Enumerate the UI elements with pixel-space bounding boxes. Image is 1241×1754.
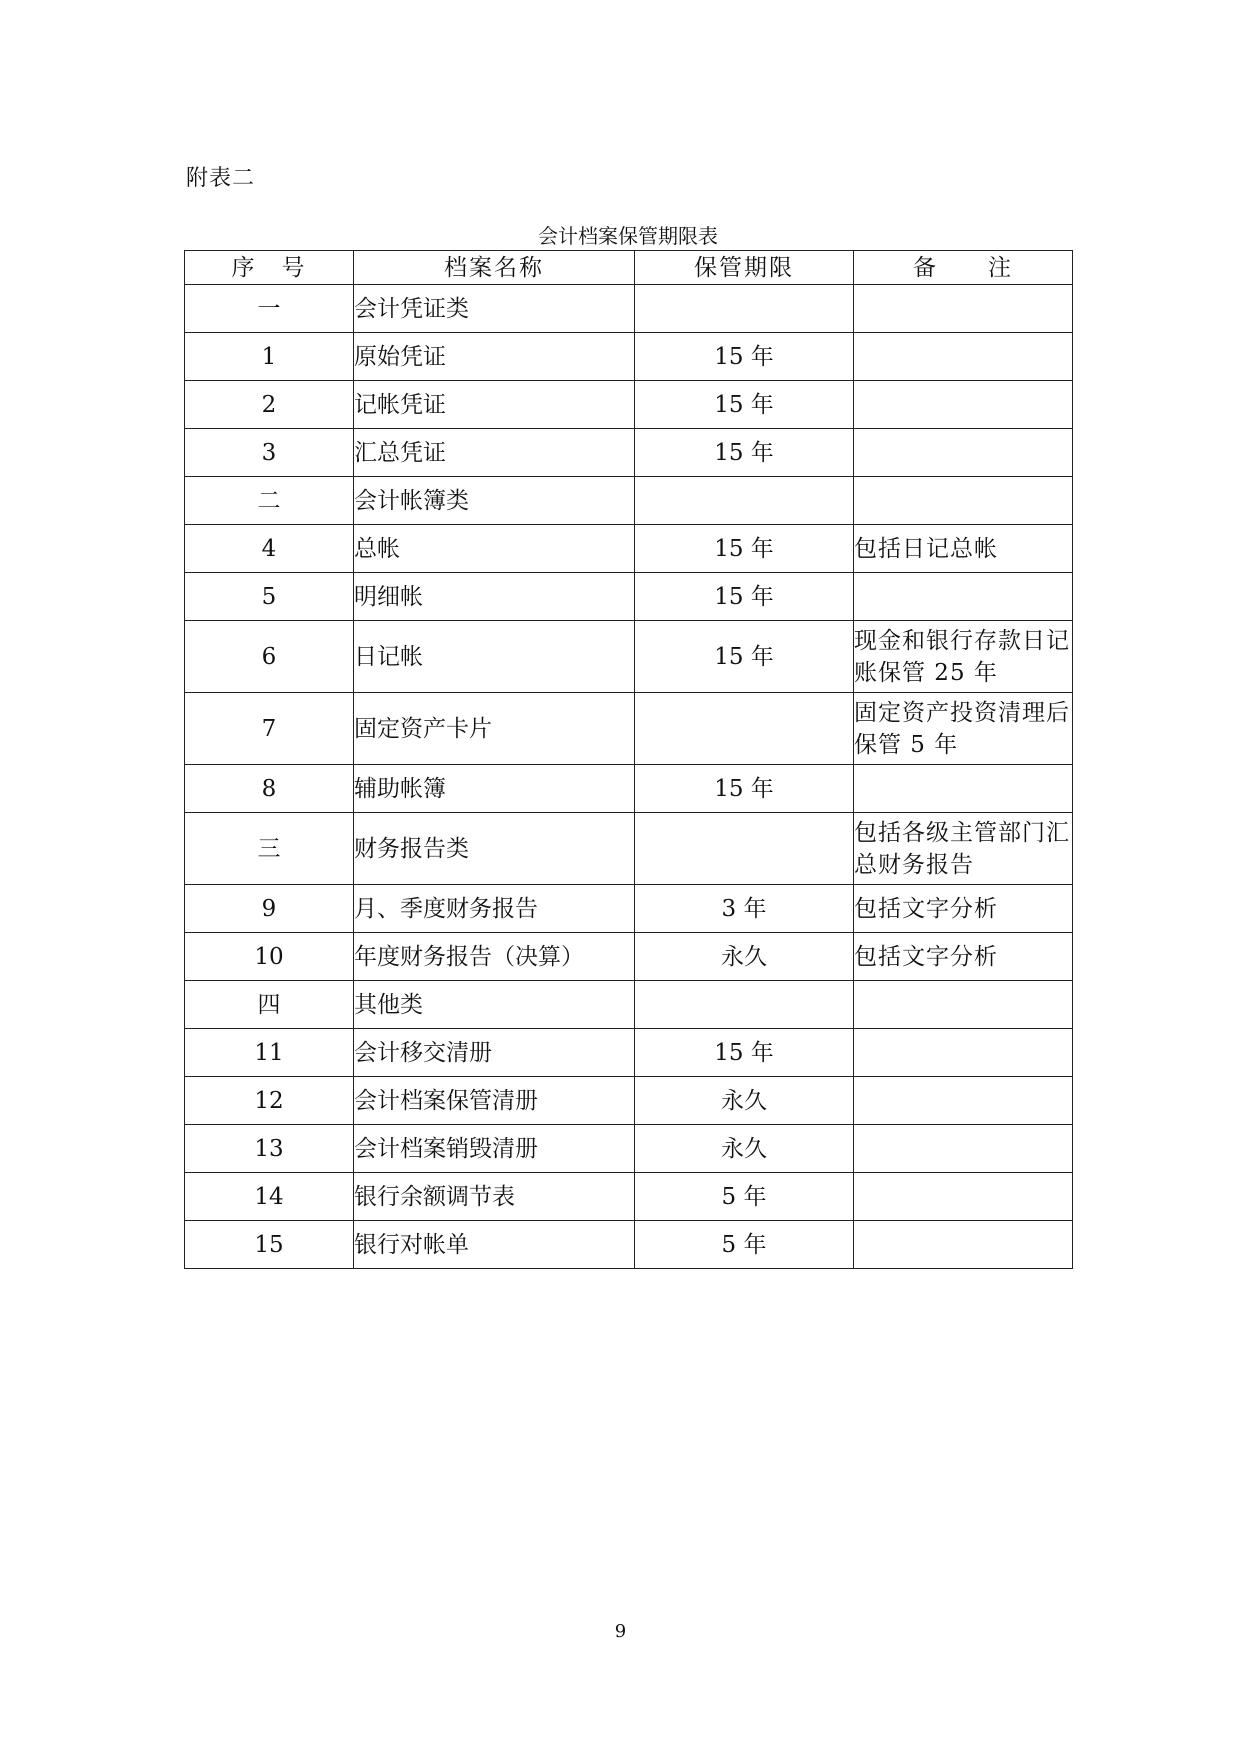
cell-name: 财务报告类 xyxy=(354,813,635,885)
header-period: 保管期限 xyxy=(635,251,854,285)
cell-name: 其他类 xyxy=(354,981,635,1029)
cell-name: 明细帐 xyxy=(354,573,635,621)
table-row xyxy=(185,477,1073,525)
table-row xyxy=(185,1173,1073,1221)
cell-period: 15 年 xyxy=(635,1029,854,1077)
cell-no: 5 xyxy=(185,573,354,621)
cell-period xyxy=(635,285,854,333)
cell-remark xyxy=(854,1125,1073,1173)
cell-period: 15 年 xyxy=(635,381,854,429)
table-row xyxy=(185,285,1073,333)
cell-no: 8 xyxy=(185,765,354,813)
cell-remark xyxy=(854,1221,1073,1269)
cell-no: 一 xyxy=(185,285,354,333)
cell-remark xyxy=(854,477,1073,525)
cell-name: 辅助帐簿 xyxy=(354,765,635,813)
cell-remark xyxy=(854,333,1073,381)
table-row xyxy=(185,525,1073,573)
cell-no: 三 xyxy=(185,813,354,885)
cell-period: 永久 xyxy=(635,933,854,981)
cell-period: 15 年 xyxy=(635,765,854,813)
cell-name: 日记帐 xyxy=(354,621,635,693)
cell-name: 会计帐簿类 xyxy=(354,477,635,525)
cell-period xyxy=(635,693,854,765)
cell-no: 2 xyxy=(185,381,354,429)
cell-no: 11 xyxy=(185,1029,354,1077)
table-row xyxy=(185,429,1073,477)
cell-name: 会计档案销毁清册 xyxy=(354,1125,635,1173)
cell-name: 银行余额调节表 xyxy=(354,1173,635,1221)
cell-no: 1 xyxy=(185,333,354,381)
appendix-label: 附表二 xyxy=(186,166,256,191)
table-row xyxy=(185,333,1073,381)
cell-no: 15 xyxy=(185,1221,354,1269)
cell-remark: 现金和银行存款日记账保管 25 年 xyxy=(854,621,1073,693)
cell-name: 会计移交清册 xyxy=(354,1029,635,1077)
cell-no: 9 xyxy=(185,885,354,933)
cell-remark xyxy=(854,981,1073,1029)
page-number: 9 xyxy=(614,1621,627,1642)
table-title: 会计档案保管期限表 xyxy=(538,224,718,248)
cell-period: 3 年 xyxy=(635,885,854,933)
cell-period: 15 年 xyxy=(635,525,854,573)
cell-name: 年度财务报告（决算） xyxy=(354,933,635,981)
table-header-row xyxy=(185,251,1073,285)
table-row xyxy=(185,621,1073,693)
table-row xyxy=(185,1029,1073,1077)
cell-no: 6 xyxy=(185,621,354,693)
cell-period: 15 年 xyxy=(635,429,854,477)
cell-period: 15 年 xyxy=(635,333,854,381)
table-row xyxy=(185,1221,1073,1269)
table-row xyxy=(185,1077,1073,1125)
cell-no: 四 xyxy=(185,981,354,1029)
cell-period: 5 年 xyxy=(635,1173,854,1221)
cell-remark xyxy=(854,285,1073,333)
cell-period: 永久 xyxy=(635,1077,854,1125)
cell-period xyxy=(635,981,854,1029)
cell-name: 会计凭证类 xyxy=(354,285,635,333)
table-row xyxy=(185,693,1073,765)
cell-no: 12 xyxy=(185,1077,354,1125)
cell-remark xyxy=(854,573,1073,621)
cell-no: 二 xyxy=(185,477,354,525)
cell-remark xyxy=(854,429,1073,477)
table-row xyxy=(185,885,1073,933)
table-row xyxy=(185,933,1073,981)
cell-period: 15 年 xyxy=(635,621,854,693)
cell-remark: 包括日记总帐 xyxy=(854,525,1073,573)
header-remark: 备 注 xyxy=(854,251,1073,285)
cell-name: 记帐凭证 xyxy=(354,381,635,429)
cell-remark xyxy=(854,765,1073,813)
cell-remark xyxy=(854,1173,1073,1221)
cell-remark: 包括文字分析 xyxy=(854,933,1073,981)
table-row xyxy=(185,381,1073,429)
cell-name: 月、季度财务报告 xyxy=(354,885,635,933)
cell-period xyxy=(635,477,854,525)
cell-period xyxy=(635,813,854,885)
cell-period: 5 年 xyxy=(635,1221,854,1269)
header-no: 序 号 xyxy=(185,251,354,285)
cell-remark: 包括文字分析 xyxy=(854,885,1073,933)
cell-remark xyxy=(854,1029,1073,1077)
cell-no: 3 xyxy=(185,429,354,477)
cell-remark: 包括各级主管部门汇总财务报告 xyxy=(854,813,1073,885)
cell-name: 银行对帐单 xyxy=(354,1221,635,1269)
cell-name: 总帐 xyxy=(354,525,635,573)
retention-period-table xyxy=(184,250,1073,1269)
cell-name: 汇总凭证 xyxy=(354,429,635,477)
cell-period: 永久 xyxy=(635,1125,854,1173)
cell-no: 4 xyxy=(185,525,354,573)
cell-remark xyxy=(854,1077,1073,1125)
table-body xyxy=(185,285,1073,1269)
cell-remark xyxy=(854,381,1073,429)
cell-no: 10 xyxy=(185,933,354,981)
cell-name: 固定资产卡片 xyxy=(354,693,635,765)
cell-no: 7 xyxy=(185,693,354,765)
cell-no: 13 xyxy=(185,1125,354,1173)
table-row xyxy=(185,981,1073,1029)
table-row xyxy=(185,1125,1073,1173)
table-row xyxy=(185,573,1073,621)
cell-period: 15 年 xyxy=(635,573,854,621)
cell-name: 会计档案保管清册 xyxy=(354,1077,635,1125)
cell-remark: 固定资产投资清理后保管 5 年 xyxy=(854,693,1073,765)
table-row xyxy=(185,765,1073,813)
header-name: 档案名称 xyxy=(354,251,635,285)
cell-name: 原始凭证 xyxy=(354,333,635,381)
table-row xyxy=(185,813,1073,885)
cell-no: 14 xyxy=(185,1173,354,1221)
